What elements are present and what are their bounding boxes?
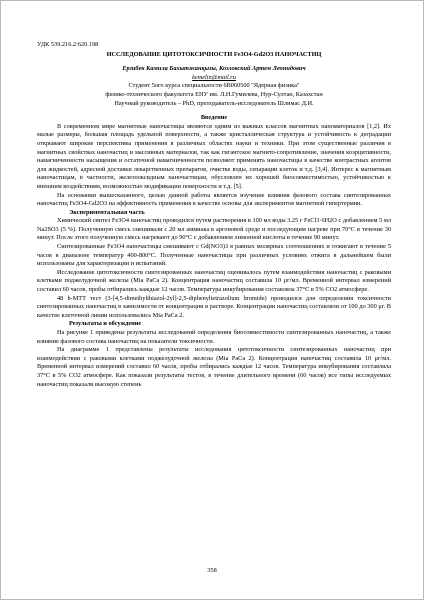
experimental-paragraph-1: Химический синтез Fe3O4 наночастиц проводился путем растворения в 100 мл воды 3.25 г FeCl3·6H2O с добавлением 5 мл Na2SO3 (5 %). Полученную смесь смешивали с 20 мл аммиака в аргоновой среде и последующим нагреве при 70°С в течение 30 минут. После этого полученную смесь нагревают до 90°С с добавлением лимонной кислоты в течение 90 минут. bbox=[37, 217, 391, 242]
paper-title: ИССЛЕДОВАНИЕ ЦИТОТОКСИЧНОСТИ Fe3O4-Gd2O3 НАНОЧАСТИЦ bbox=[106, 50, 322, 58]
results-paragraph-2: На диаграмме 1 представлены результаты исследования цитотоксичности синтезированных наночастиц при взаимодействии с раковыми клетками поджелудочной железы (Mia PaCa 2). Концентрация наночастиц составила 10 μг/мл. Временной интервал измерений составил 60 часов, пробы отбирались каждые 12 часов. Температура инкубирования составляла 37°С в 5% CO2 атмосфере. Как показали результаты тестов, в течение длительного времени (60 часов) все типы исследуемых наночастиц показали высокую степень bbox=[37, 346, 391, 388]
udc-code: УДК 539.216.2:620.198 bbox=[37, 41, 99, 48]
intro-paragraph-2: На основании вышесказанного, целью данной работы является изучение влияния фазового состава синтезированных наночастиц Fe3O4-Gd2O3 на эффективность применения в качестве основы для экспериментов магнитной гипертермии. bbox=[37, 191, 391, 208]
page-number: 358 bbox=[207, 567, 217, 575]
author-email-link[interactable]: kemelin@mail.ru bbox=[192, 73, 236, 81]
experimental-paragraph-3: Исследование цитотоксичности синтезированных наночастиц оценивалось путем взаимодействия наночастиц с раковыми клетками поджелудочной железы (Mia PaCa 2). Концентрация наночастиц составила 10 μг/мл. Временной интервал измерений составил 60 часов, пробы отбирались каждые 12 часов. Температура инкубирования составляла 37°С в 5% CO2 атмосфере. bbox=[37, 268, 391, 294]
authors: Ергибек Камила Бахытжанқызы, Козловский Артем Леонидович bbox=[122, 65, 306, 73]
experimental-paragraph-2: Синтезированные Fe3O4 наночастицы смешивают с Gd(NO3)3 в равных молярных соотношениях и отжигают в течение 5 часов в диапазоне температур 400-800°С. Полученные наночастицы при различных условиях отжига в дальнейшем были использованы для характеризации и испытаний. bbox=[37, 243, 391, 268]
section-heading-introduction: Введение bbox=[200, 114, 228, 122]
section-heading-results: Результаты и обсуждение bbox=[69, 320, 142, 328]
experimental-paragraph-4: 48 h-MTT тест (3-[4,5-dimethylthiazol-2yl]-2,5-diphenyltetrazolium bromide) проводился для определения токсичности синтезированных наночастиц в зависимости от концентрации в растворе. Концентрации наночастиц составляли от 100 до 300 μг. В качестве клеточной линии использовались Mia PaCa 2. bbox=[37, 294, 391, 319]
section-heading-experimental: Экспериментальная часть bbox=[69, 208, 145, 216]
results-paragraph-1: На рисунке 1 приведены результаты исследований определения биосовместимости синтезированных наночастиц, а также влияние фазового состава наночастиц на показатели токсичности. bbox=[37, 329, 391, 345]
intro-paragraph-1: В современном мире магнитные наночастицы являются одним из важных классов магнитных наноматериалов [1,2]. Их малые размеры, большая площадь удельной поверхности, а также кристаллическая структура и устойчивость к деградации открывают широкие перспективы применения в различных областях науки и техники. При этом существенные различия в магнитных свойствах наночастиц и массивных материалов, так как гигантское магнито-сопротивление, значения коэрцитивности, намагниченности насыщения и остаточной намагниченности позволяют применять наночастицы в качестве контрастных агентов для жидкостей, адресной доставки лекарственных препаратов, очистке воды, сепарации клеток и т.д. [3,4]. Интерес к магнитным наночастицам, в частности, железооксидным наночастицам, обусловлен их хорошей биосовместимостью, устойчивостью к внешним воздействиям, возможностью модификации поверхности и т.д. [5]. bbox=[37, 122, 391, 190]
affiliation-line-2: физико-технического факультета ЕНУ им. Л.Н.Гумилева, Нур-Султан, Казахстан bbox=[105, 90, 323, 98]
affiliation-line-1: Студент 5ого курса специальности 6В060500 "Ядерная физика" bbox=[128, 82, 300, 90]
supervisor-line: Научный руководитель – PhD, преподаватель-исследователь Шлимас Д.И. bbox=[114, 99, 314, 107]
